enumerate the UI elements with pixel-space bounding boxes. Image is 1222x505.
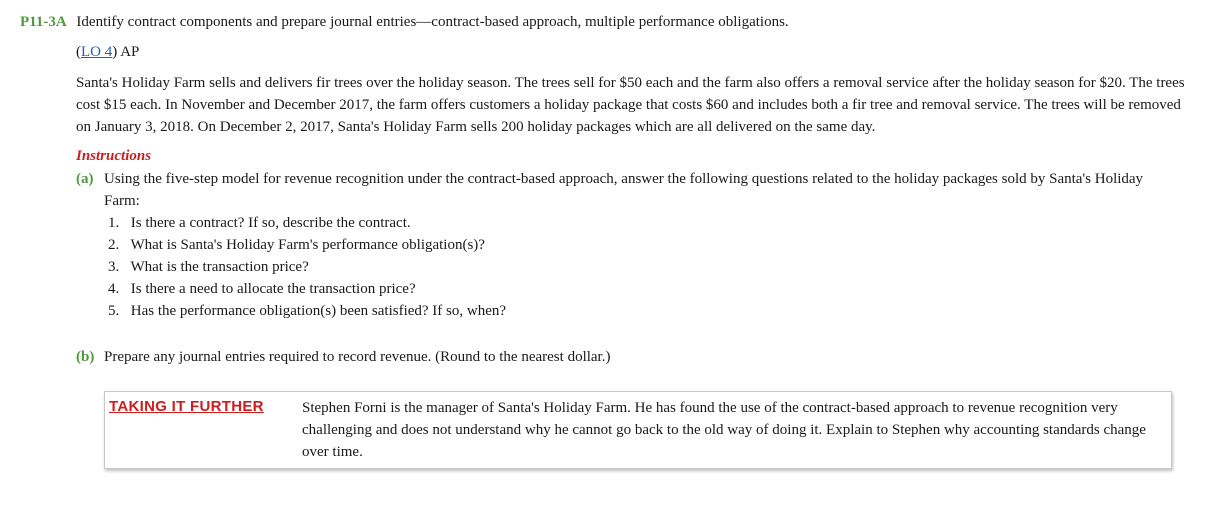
problem-header (20, 13, 789, 32)
question-text: Is there a contract? If so, describe the contract. (130, 215, 411, 231)
lo-open-paren: ( (76, 44, 81, 60)
part-a (76, 168, 1176, 212)
list-item (108, 256, 506, 278)
question-text: What is the transaction price? (130, 259, 309, 275)
list-item (108, 212, 506, 234)
list-item (108, 300, 506, 322)
list-item (108, 278, 506, 300)
taking-it-further-label: TAKING IT FURTHER (109, 398, 264, 415)
part-b (76, 346, 610, 368)
part-a-text: Using the five-step model for revenue recognition under the contract-based approach, answer the following questions related to the holiday packages sold by Santa's Holiday Farm: (104, 171, 1144, 209)
part-b-text: Prepare any journal entries required to record revenue. (Round to the nearest dollar.) (104, 349, 611, 365)
taking-it-further-text: Stephen Forni is the manager of Santa's Holiday Farm. He has found the use of the contract-based approach to revenue recognition very challenging and does not understand why he cannot go back to the old way of doing it. Explain to Stephen why accounting standards change over time. (302, 400, 1146, 460)
question-number: 5. (108, 303, 120, 319)
list-item (108, 234, 506, 256)
question-list (108, 212, 506, 322)
question-number: 4. (108, 281, 120, 297)
question-number: 3. (108, 259, 120, 275)
question-text: Is there a need to allocate the transaction price? (130, 281, 416, 297)
question-text: What is Santa's Holiday Farm's performance obligation(s)? (130, 237, 485, 253)
learning-objective-line (76, 43, 139, 62)
skill-tag: AP (120, 44, 140, 60)
part-a-letter: (a) (76, 171, 94, 187)
taking-it-further-box (104, 391, 1172, 469)
question-number: 1. (108, 215, 120, 231)
scenario-paragraph: Santa's Holiday Farm sells and delivers fir trees over the holiday season. The trees sell for $50 each and the farm also offers a removal service after the holiday season for $20. The trees cost $15 each. In November and December 2017, the farm offers customers a holiday package that costs $60 and includes both a fir tree and removal service. The trees will be removed on January 3, 2018. On December 2, 2017, Santa's Holiday Farm sells 200 holiday packages which are all delivered on the same day. (76, 75, 1185, 135)
question-text: Has the performance obligation(s) been satisfied? If so, when? (130, 303, 507, 319)
lo-close-paren: ) (112, 44, 118, 60)
problem-title: Identify contract components and prepare journal entries—contract-based approach, multiple performance obligations. (76, 14, 789, 30)
question-number: 2. (108, 237, 120, 253)
problem-number: P11-3A (20, 14, 67, 30)
learning-objective-link[interactable]: LO 4 (81, 44, 113, 60)
instructions-heading: Instructions (76, 148, 152, 164)
part-b-letter: (b) (76, 349, 95, 365)
